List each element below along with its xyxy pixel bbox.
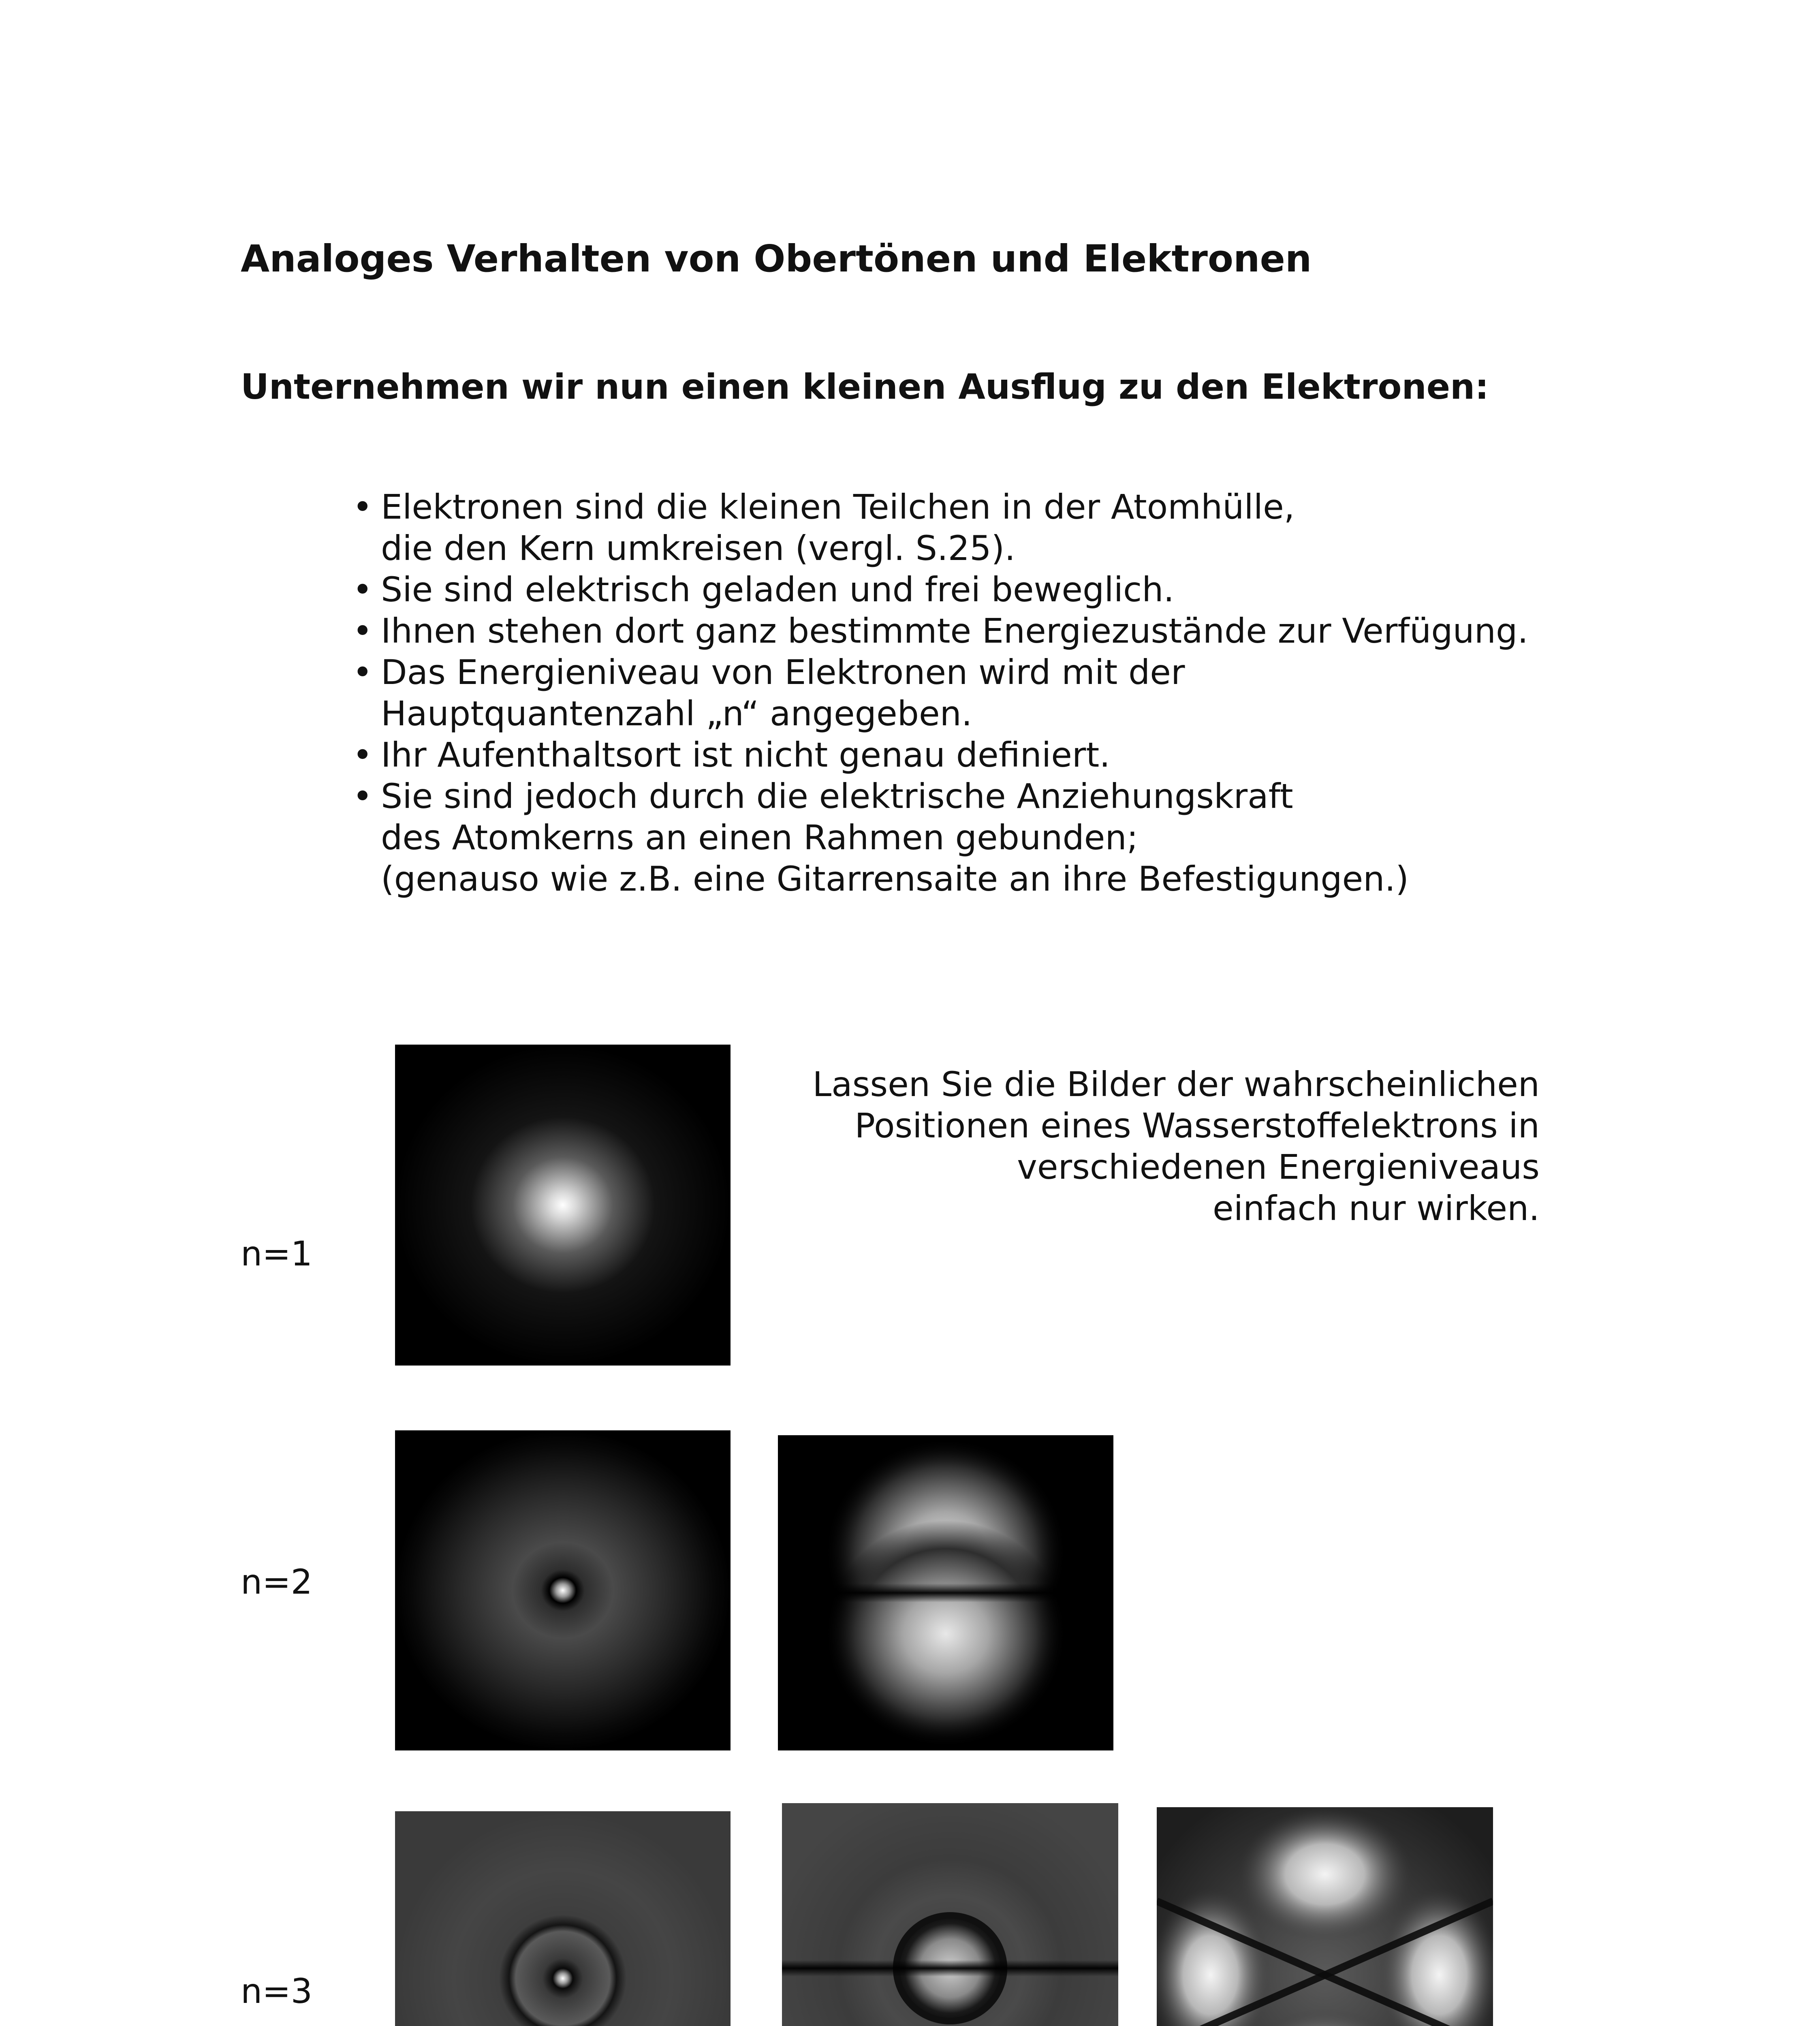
bullet-line: des Atomkerns an einen Rahmen gebunden; [381,818,1138,857]
orbital-image-3p [782,1803,1118,2026]
orbital-image-3s [395,1811,731,2026]
bullet-line: die den Kern umkreisen (vergl. S.25). [381,528,1016,568]
row-label-n1: n=1 [241,1234,313,1274]
orbital-image-1s [395,1045,731,1366]
bullet-item [352,610,1528,652]
bullet-list [352,486,1528,900]
bullet-item [352,486,1528,569]
bullet-line: • Ihr Aufenthaltsort ist nicht genau definiert. [381,735,1111,775]
bullet-item [352,734,1528,776]
section-subtitle: Unternehmen wir nun einen kleinen Ausflug zu den Elektronen: [241,367,1489,407]
bullet-item [352,652,1528,734]
bullet-line: • Ihnen stehen dort ganz bestimmte Energiezustände zur Verfügung. [381,611,1529,651]
bullet-line: • Sie sind jedoch durch die elektrische Anziehungskraft [381,776,1293,816]
orbital-image-2s [395,1430,731,1750]
bullet-line: • Das Energieniveau von Elektronen wird mit der [381,652,1185,692]
orbital-image-2p [778,1435,1113,1750]
bullet-line: • Elektronen sind die kleinen Teilchen in der Atomhülle, [381,487,1295,527]
intro-line: einfach nur wirken. [1213,1188,1540,1228]
bullet-line: Hauptquantenzahl „n“ angegeben. [381,694,972,733]
bullet-line: • Sie sind elektrisch geladen und frei beweglich. [381,570,1175,609]
intro-text [770,1064,1540,1229]
row-label-n3: n=3 [241,1971,313,2011]
row-label-n2: n=2 [241,1562,313,1602]
bullet-item [352,569,1528,610]
intro-line: Lassen Sie die Bilder der wahrscheinlichen [812,1064,1540,1104]
bullet-item [352,776,1528,900]
page-title: Analoges Verhalten von Obertönen und Elektronen [241,237,1312,280]
intro-line: verschiedenen Energieniveaus [1017,1147,1540,1187]
bullet-line: (genauso wie z.B. eine Gitarrensaite an ihre Befestigungen.) [381,859,1409,899]
orbital-image-3d [1157,1807,1493,2026]
intro-line: Positionen eines Wasserstoffelektrons in [854,1106,1540,1146]
